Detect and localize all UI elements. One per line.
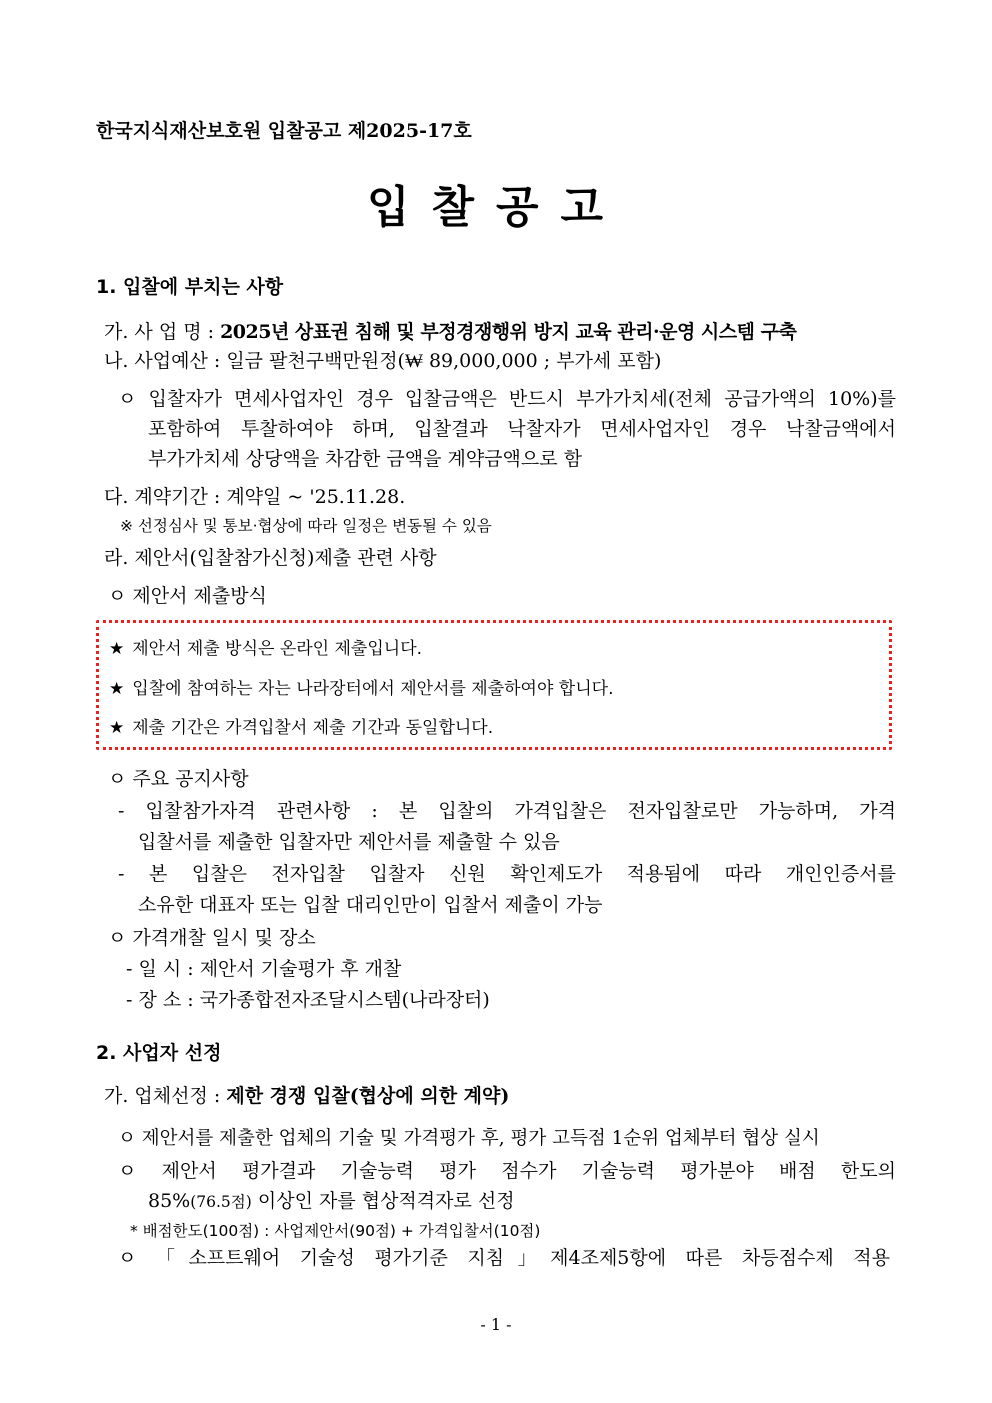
- section1-heading: 1. 입찰에 부치는 사항: [96, 276, 284, 298]
- notice-text: 제출 기간은 가격입찰서 제출 기간과 동일합니다.: [132, 718, 494, 738]
- black-star-icon: ★: [109, 718, 125, 738]
- tax-exempt-line2: 포함하여 투찰하여야 하며, 입찰결과 낙찰자가 면세사업자인 경우 낙찰금액에서: [148, 418, 897, 440]
- vendor-selection-row: [104, 1083, 509, 1109]
- schedule-change-note: ※ 선정심사 및 통보·협상에 따라 일정은 변동될 수 있음: [120, 517, 492, 535]
- opening-time: - 일 시 : 제안서 기술평가 후 개찰: [126, 958, 402, 980]
- page-title: 입찰공고: [366, 182, 625, 233]
- vendor-selection-value: 제한 경쟁 입찰(협상에 의한 계약): [226, 1085, 510, 1107]
- vendor-selection-label: 가. 업체선정 :: [104, 1085, 227, 1107]
- online-submission-notice-box: [96, 620, 892, 750]
- black-star-icon: ★: [109, 639, 125, 659]
- notice-item: [109, 637, 422, 661]
- project-budget: 나. 사업예산 : 일금 팔천구백만원정(₩ 89,000,000 ; 부가세 포함): [104, 350, 662, 372]
- page-number: - 1 -: [480, 1315, 512, 1334]
- evaluation-bullet: ㅇ 제안서를 제출한 업체의 기술 및 가격평가 후, 평가 고득점 1순위 업체부터 협상 실시: [118, 1128, 820, 1149]
- score-allocation-note: * 배점한도(100점) : 사업제안서(90점) + 가격입찰서(10점): [130, 1222, 541, 1240]
- notice2-line2: 소유한 대표자 또는 입찰 대리인만이 입찰서 제출이 가능: [138, 894, 603, 916]
- main-notice-bullet: ㅇ 주요 공지사항: [108, 768, 249, 790]
- project-name-value: 2025년 상표권 침해 및 부정경쟁행위 방지 교육 관리·운영 시스템 구축: [220, 321, 797, 343]
- opening-place: - 장 소 : 국가종합전자조달시스템(나라장터): [126, 989, 490, 1011]
- contract-period: 다. 계약기간 : 계약일 ~ '25.11.28.: [104, 486, 406, 508]
- qualification-percentage: 85%: [148, 1190, 191, 1212]
- price-opening-bullet: ㅇ 가격개찰 일시 및 장소: [108, 927, 316, 949]
- qualification-bullet-line2: [148, 1188, 515, 1215]
- notice-text: 입찰에 참여하는 자는 나라장터에서 제안서를 제출하여야 합니다.: [132, 679, 614, 699]
- notice1-line2: 입찰서를 제출한 입찰자만 제안서를 제출할 수 있음: [138, 831, 560, 853]
- tax-exempt-line3: 부가가치세 상당액을 차감한 금액을 계약금액으로 함: [148, 448, 582, 470]
- notice2-line1: - 본 입찰은 전자입찰 입찰자 신원 확인제도가 적용됨에 따라 개인인증서를: [118, 863, 896, 885]
- qualification-score: (76.5점): [190, 1193, 252, 1211]
- notice-item: [109, 716, 493, 740]
- differential-scoring-bullet: ㅇ 「소프트웨어 기술성 평가기준 지침」제4조제5항에 따른 차등점수제 적용: [118, 1247, 890, 1269]
- project-name-row: [104, 319, 796, 345]
- notice-item: [109, 677, 613, 701]
- notice-text: 제안서 제출 방식은 온라인 제출입니다.: [132, 639, 423, 659]
- project-name-label: 가. 사 업 명 :: [104, 321, 221, 343]
- submission-method-bullet: ㅇ 제안서 제출방식: [108, 585, 267, 607]
- section2-heading: 2. 사업자 선정: [96, 1042, 222, 1064]
- qualification-bullet-line1: ㅇ 제안서 평가결과 기술능력 평가 점수가 기술능력 평가분야 배점 한도의: [118, 1160, 896, 1182]
- black-star-icon: ★: [109, 679, 125, 699]
- tax-exempt-bullet: ㅇ 입찰자가 면세사업자인 경우 입찰금액은 반드시 부가가치세(전체 공급가액의 10%)를: [118, 388, 896, 410]
- proposal-submission-heading: 라. 제안서(입찰참가신청)제출 관련 사항: [104, 547, 437, 569]
- qualification-text: 이상인 자를 협상적격자로 선정: [251, 1190, 515, 1212]
- notice1-line1: - 입찰참가자격 관련사항 : 본 입찰의 가격입찰은 전자입찰로만 가능하며, 가격: [118, 800, 896, 822]
- notice-reference-number: 한국지식재산보호원 입찰공고 제2025-17호: [96, 120, 472, 142]
